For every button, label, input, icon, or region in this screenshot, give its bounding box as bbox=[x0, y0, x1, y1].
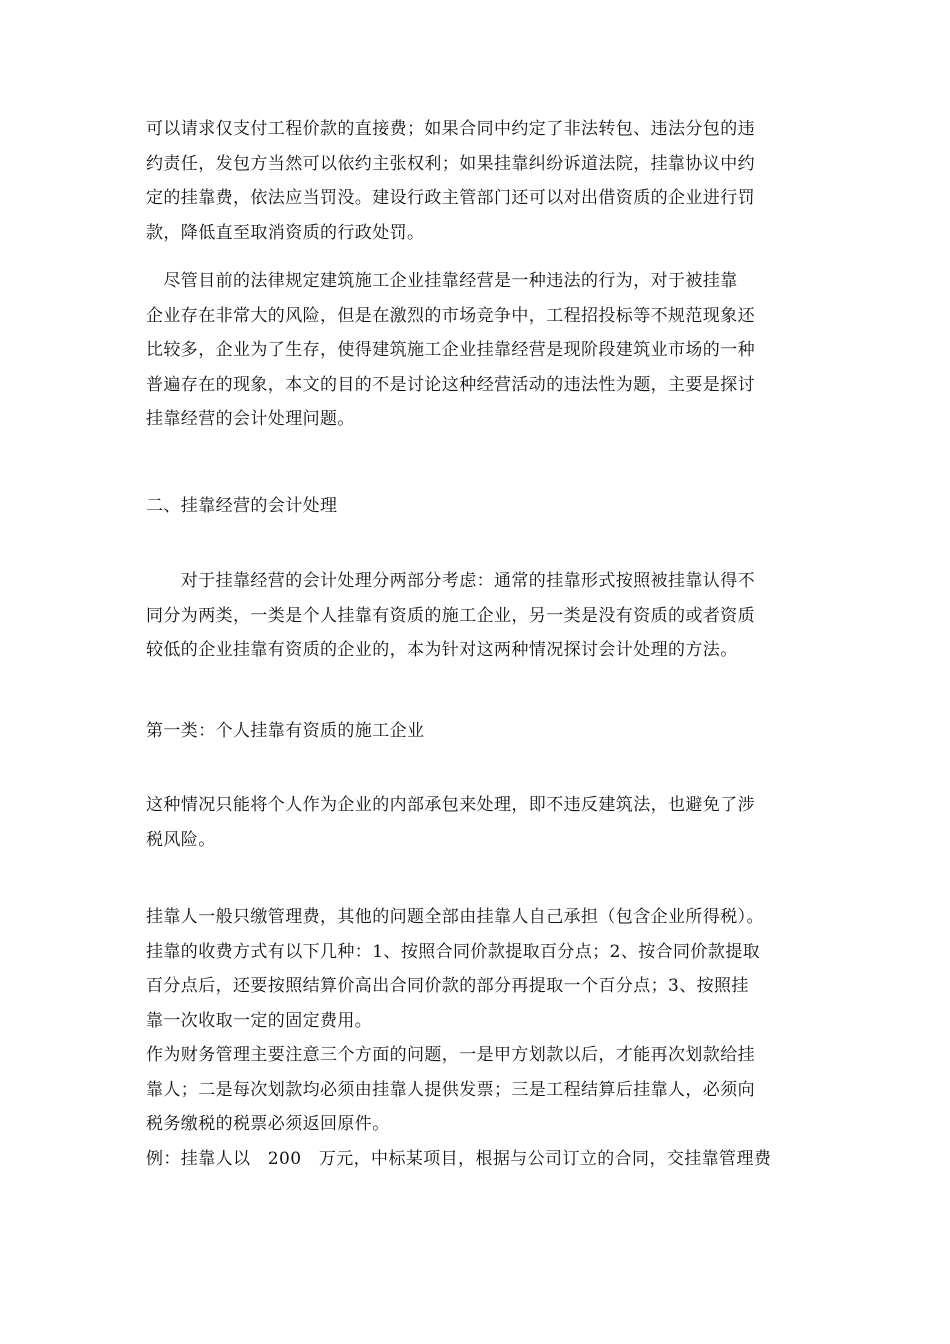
text-line: 款，降低直至取消资质的行政处罚。 bbox=[146, 222, 425, 243]
paragraph-management-fee bbox=[146, 900, 806, 1176]
text-line: 尽管目前的法律规定建筑施工企业挂靠经营是一种违法的行为，对于被挂靠 bbox=[146, 271, 738, 291]
text-line: 比较多，企业为了生存，使得建筑施工企业挂靠经营是现阶段建筑业市场的一种 bbox=[146, 340, 755, 360]
text-line: 税风险。 bbox=[146, 829, 216, 850]
text-line: 挂靠人一般只缴管理费，其他的问题全部由挂靠人自己承担（包含企业所得税）。 bbox=[146, 907, 764, 927]
text-line: 挂靠经营的会计处理问题。 bbox=[146, 409, 355, 429]
text-line: 较低的企业挂靠有资质的企业的，本为针对这两种情况探讨会计处理的方法。 bbox=[146, 640, 738, 660]
text-line: 企业存在非常大的风险，但是在激烈的市场竞争中，工程招投标等不规范现象还 bbox=[146, 305, 755, 326]
text-line: 百分点后，还要按照结算价高出合同价款的部分再提取一个百分点；3、按照挂 bbox=[146, 976, 749, 996]
text-line: 定的挂靠费，依法应当罚没。建设行政主管部门还可以对出借资质的企业进行罚 bbox=[146, 188, 755, 208]
text-line: 对于挂靠经营的会计处理分两部分考虑：通常的挂靠形式按照被挂靠认得不 bbox=[146, 571, 755, 591]
text-line: 这种情况只能将个人作为企业的内部承包来处理，即不违反建筑法，也避免了涉 bbox=[146, 795, 755, 815]
text-line: 挂靠的收费方式有以下几种：1、按照合同价款提取百分点；2、按合同价款提取 bbox=[146, 941, 761, 962]
paragraph-two-categories bbox=[146, 564, 806, 668]
text-line: 税务缴税的税票必须返回原件。 bbox=[146, 1114, 390, 1134]
subheading-category-one: 第一类：个人挂靠有资质的施工企业 bbox=[146, 721, 425, 741]
paragraph-direct-cost-liability bbox=[146, 112, 806, 250]
text-line: 靠一次收取一定的固定费用。 bbox=[146, 1010, 373, 1031]
text-line: 同分为两类，一类是个人挂靠有资质的施工企业，另一类是没有资质的或者资质 bbox=[146, 605, 755, 626]
paragraph-internal-contracting bbox=[146, 788, 806, 857]
text-line: 普遍存在的现象，本文的目的不是讨论这种经营活动的违法性为题，主要是探讨 bbox=[146, 374, 755, 395]
paragraph-affiliation-risk bbox=[146, 264, 806, 437]
text-line: 可以请求仅支付工程价款的直接费；如果合同中约定了非法转包、违法分包的违 bbox=[146, 119, 755, 139]
section-heading: 二、挂靠经营的会计处理 bbox=[146, 496, 338, 516]
text-line: 例：挂靠人以 200 万元，中标某项目，根据与公司订立的合同，交挂靠管理费 bbox=[146, 1148, 772, 1169]
text-line: 约责任，发包方当然可以依约主张权利；如果挂靠纠纷诉道法院，挂靠协议中约 bbox=[146, 153, 755, 174]
text-line: 靠人；二是每次划款均必须由挂靠人提供发票；三是工程结算后挂靠人，必须向 bbox=[146, 1079, 755, 1100]
text-line: 作为财务管理主要注意三个方面的问题，一是甲方划款以后，才能再次划款给挂 bbox=[146, 1045, 755, 1065]
